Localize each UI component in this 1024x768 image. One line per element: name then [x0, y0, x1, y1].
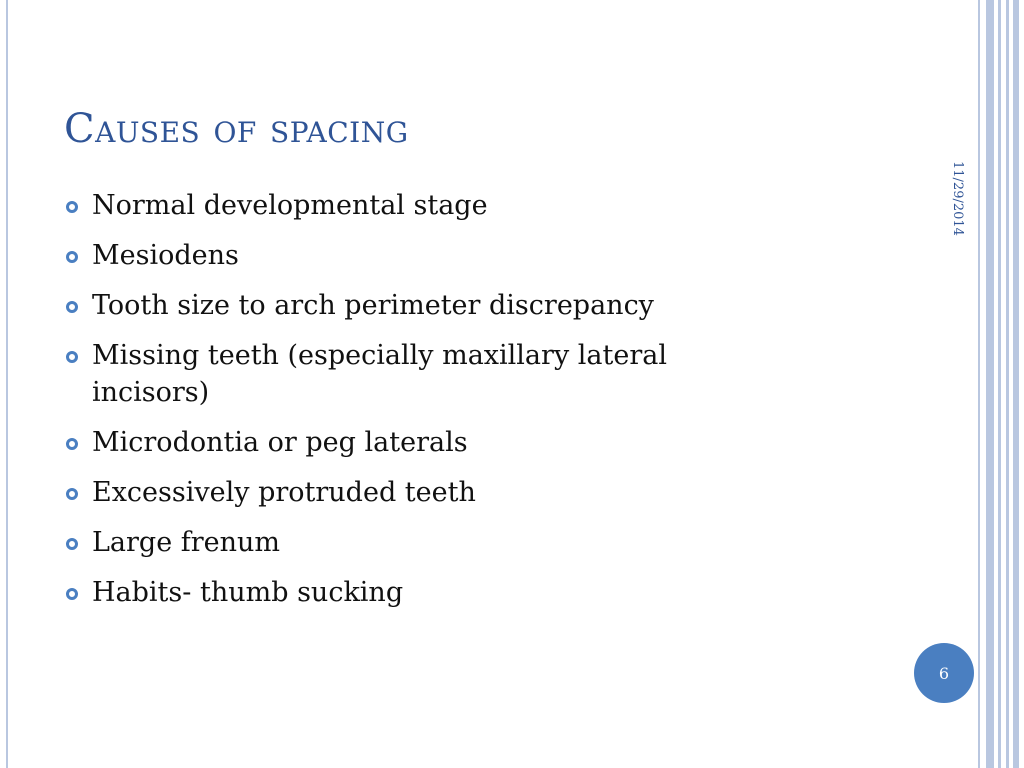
- bullet-text: Missing teeth (especially maxillary lateral incisors): [92, 340, 667, 408]
- bullet-icon: [66, 201, 78, 213]
- bullet-item: [64, 474, 784, 511]
- bullet-text: Large frenum: [92, 527, 281, 558]
- bullet-item: [64, 237, 784, 274]
- bullet-item: [64, 337, 784, 411]
- bullet-item: [64, 287, 784, 324]
- page-number-badge: [914, 643, 974, 703]
- bullet-icon: [66, 251, 78, 263]
- bullet-icon: [66, 538, 78, 550]
- bullet-icon: [66, 301, 78, 313]
- page-number: 6: [938, 663, 950, 683]
- left-border-line: [6, 0, 8, 768]
- right-border-stripe: [1006, 0, 1009, 768]
- bullet-text: Habits- thumb sucking: [92, 577, 404, 608]
- bullet-item: [64, 187, 784, 224]
- slide-date: 11/29/2014: [950, 161, 965, 236]
- right-border-stripe: [1013, 0, 1019, 768]
- right-border-stripe: [978, 0, 980, 768]
- bullet-text: Mesiodens: [92, 240, 239, 271]
- slide-title: Causes of spacing: [64, 106, 409, 152]
- bullet-list: [64, 187, 784, 624]
- bullet-icon: [66, 588, 78, 600]
- bullet-text: Excessively protruded teeth: [92, 477, 476, 508]
- bullet-item: [64, 524, 784, 561]
- bullet-text: Microdontia or peg laterals: [92, 427, 468, 458]
- bullet-icon: [66, 351, 78, 363]
- bullet-item: [64, 424, 784, 461]
- bullet-text: Normal developmental stage: [92, 190, 488, 221]
- bullet-item: [64, 574, 784, 611]
- bullet-icon: [66, 488, 78, 500]
- bullet-text: Tooth size to arch perimeter discrepancy: [92, 290, 654, 321]
- bullet-icon: [66, 438, 78, 450]
- right-border-stripe: [998, 0, 1001, 768]
- right-border-stripe: [986, 0, 994, 768]
